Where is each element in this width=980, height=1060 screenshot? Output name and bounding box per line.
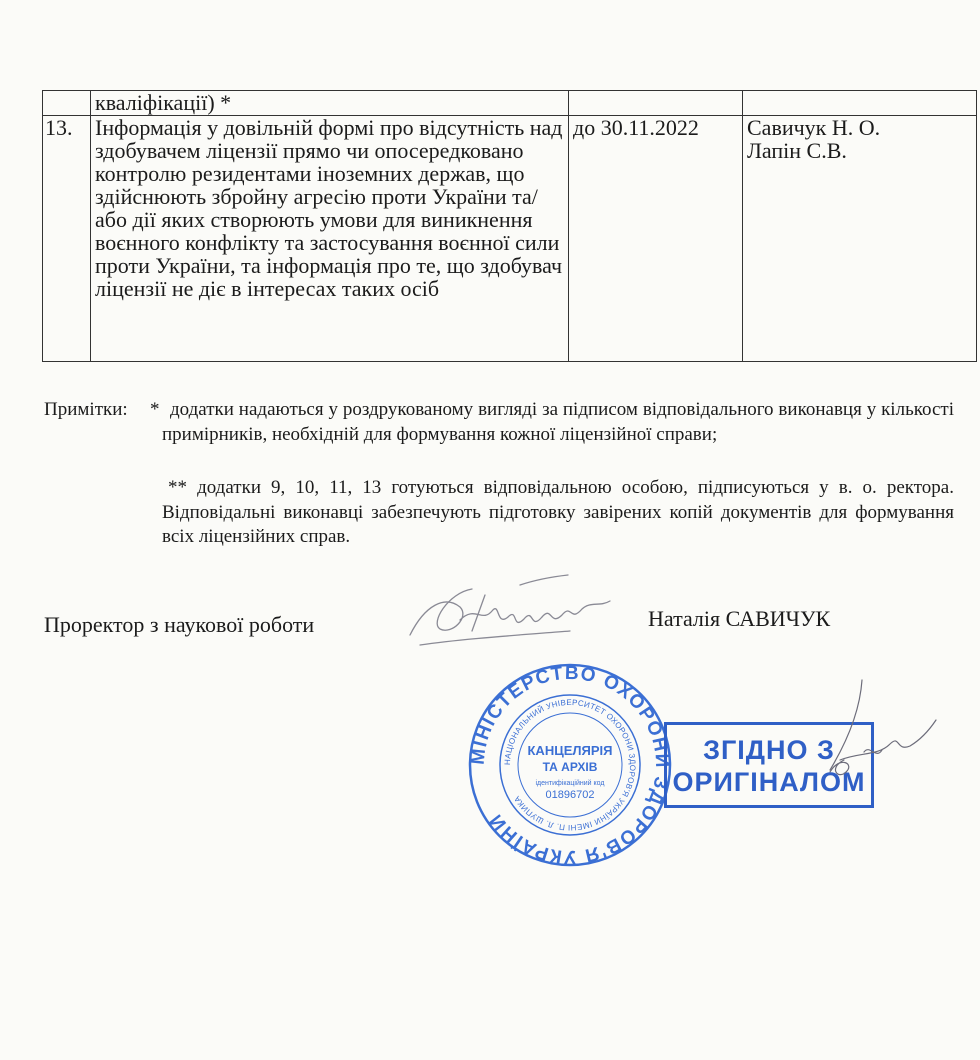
svg-text:ТА АРХІВ: ТА АРХІВ <box>542 760 598 774</box>
rect-stamp-line-1: ЗГІДНО З <box>703 735 835 765</box>
svg-text:01896702: 01896702 <box>545 789 595 801</box>
plan-table <box>42 90 977 362</box>
round-seal-stamp <box>465 660 675 870</box>
table-row <box>43 91 977 116</box>
row-deadline: до 30.11.2022 <box>569 116 743 362</box>
handwritten-signature <box>400 565 630 660</box>
svg-text:КАНЦЕЛЯРІЯ: КАНЦЕЛЯРІЯ <box>527 743 613 758</box>
certification-signature <box>800 660 950 810</box>
note-2: ** додатки 9, 10, 11, 13 готуються відповідальною особою, підписуються у в. о. ректора. Відповідальні виконавці забезпечують підготовку завірених копій документів для формування всіх ліцензійних справ. <box>162 477 954 547</box>
row-number: 13. <box>43 116 91 362</box>
note-1: додатки надаються у роздрукованому вигляді за підписом відповідального виконавця у кількості примірників, необхідній для формування кожної ліцензійної справи; <box>162 399 954 445</box>
svg-text:ідентифікаційний код: ідентифікаційний код <box>535 780 605 787</box>
row-responsible <box>743 116 977 362</box>
cell-content <box>91 91 569 116</box>
rect-stamp-line-2: ОРИГІНАЛОМ <box>672 767 866 797</box>
row-prev-content: кваліфікації) * <box>95 90 232 115</box>
svg-text:НАЦІОНАЛЬНИЙ УНІВЕРСИТЕТ ОХОРО: НАЦІОНАЛЬНИЙ УНІВЕРСИТЕТ ОХОРОНИ ЗДОРОВ'Я УКРАЇНИ ІМЕНІ П. Л. ШУПИКА <box>502 697 638 833</box>
notes-label: Примітки: <box>44 399 128 420</box>
responsible-person-2: Лапін С.В. <box>747 138 847 163</box>
responsible-person-1: Савичук Н. О. <box>747 115 881 140</box>
cell-deadline <box>569 91 743 116</box>
notes-star: * <box>150 399 160 420</box>
cell-responsible <box>743 91 977 116</box>
table-row <box>43 116 977 362</box>
signatory-position: Проректор з наукової роботи <box>44 612 315 637</box>
row-content: Інформація у довільній формі про відсутність над здобувачем ліцензії прямо чи опосередковано контролю резидентами іноземних держав, що здійснюють збройну агресію проти України та/або дії яких створюють умови для виникнення воєнного конфлікту та застосування воєнної сили проти України, та інформація про те, що здобувач ліцензії не діє в інтересах таких осіб <box>91 116 569 362</box>
cell-number <box>43 91 91 116</box>
signatory-name: Наталія САВИЧУК <box>648 606 831 631</box>
svg-text:МІНІСТЕРСТВО ОХОРОНИ ЗДОРОВ'Я: МІНІСТЕРСТВО ОХОРОНИ ЗДОРОВ'Я УКРАЇНИ <box>467 662 673 868</box>
